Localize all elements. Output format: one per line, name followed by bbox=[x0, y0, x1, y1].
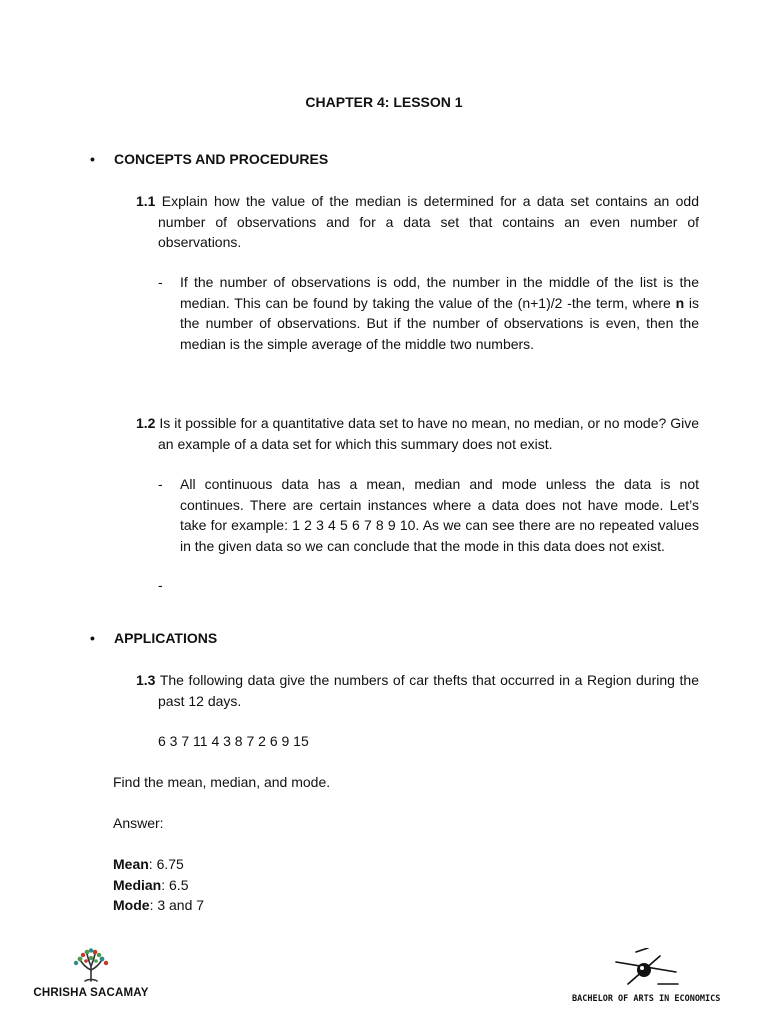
answer-dash: - bbox=[158, 274, 163, 290]
question-1-1 bbox=[136, 191, 699, 253]
question-1-1-text: Explain how the value of the median is determined for a data set contains an odd number of observations and for a data set that contains an even number of observations. bbox=[158, 193, 699, 250]
question-1-3 bbox=[136, 670, 699, 711]
bullet: • bbox=[90, 630, 95, 646]
answer-1-2 bbox=[158, 474, 699, 556]
answer-1-1 bbox=[158, 272, 699, 354]
result-label: Mean bbox=[113, 856, 149, 872]
result-value: : 6.5 bbox=[161, 876, 189, 893]
result-label: Mode bbox=[113, 897, 150, 913]
answer-1-1-bold-n: n bbox=[675, 294, 685, 311]
question-1-2 bbox=[136, 413, 699, 454]
question-1-1-number: 1.1 bbox=[136, 193, 156, 209]
footer-program-block bbox=[572, 948, 724, 1004]
section-applications-heading bbox=[90, 630, 217, 646]
result-median bbox=[113, 877, 188, 893]
question-1-3-number: 1.3 bbox=[136, 672, 156, 688]
footer-author-block bbox=[33, 948, 149, 999]
result-value: : 3 and 7 bbox=[149, 897, 205, 913]
airplane-logo-icon bbox=[612, 948, 684, 994]
section-concepts-heading bbox=[90, 151, 328, 167]
page-title: CHAPTER 4: LESSON 1 bbox=[305, 94, 463, 110]
author-name: CHRISHA SACAMAY bbox=[33, 987, 149, 999]
question-1-2-text: Is it possible for a quantitative data set to have no mean, no median, or no mode? Give an example of a data set for which this summary does not exist. bbox=[158, 415, 699, 452]
answer-1-2-text: All continuous data has a mean, median and mode unless the data is not continues. There are certain instances where a data does not have mode. Let’s take for example: 1 2 3 4 5 6 7 8 9 10. As we can see there are no repeated values in the given data so we can conclude that the mode in this data does not exist. bbox=[180, 476, 699, 554]
question-1-2-number: 1.2 bbox=[136, 415, 156, 431]
answer-label: Answer: bbox=[113, 815, 164, 831]
tree-logo-icon bbox=[68, 948, 114, 982]
instruction-text: Find the mean, median, and mode. bbox=[113, 774, 331, 790]
result-mode bbox=[113, 897, 204, 913]
answer-dash: - bbox=[158, 476, 163, 492]
result-mean bbox=[113, 856, 184, 872]
bullet: • bbox=[90, 151, 95, 167]
section-concepts-label: CONCEPTS AND PROCEDURES bbox=[114, 151, 329, 167]
answer-1-1-text-end: is the number of observations. But if the number of observations is even, then the median is the simple average of the middle two numbers. bbox=[180, 294, 700, 352]
program-name: BACHELOR OF ARTS IN ECONOMICS bbox=[572, 994, 721, 1004]
data-values: 6 3 7 11 4 3 8 7 2 6 9 15 bbox=[158, 733, 309, 749]
result-label: Median bbox=[113, 876, 162, 893]
question-1-3-text: The following data give the numbers of car thefts that occurred in a Region during the past 12 days. bbox=[158, 672, 699, 709]
result-value: : 6.75 bbox=[148, 856, 184, 872]
empty-dash-item: - bbox=[158, 577, 163, 593]
section-applications-label: APPLICATIONS bbox=[114, 630, 218, 646]
answer-1-1-text-start: If the number of observations is odd, the number in the middle of the list is the median. This can be found by taking the value of the (n+1)/2 -the term, where bbox=[180, 274, 699, 311]
